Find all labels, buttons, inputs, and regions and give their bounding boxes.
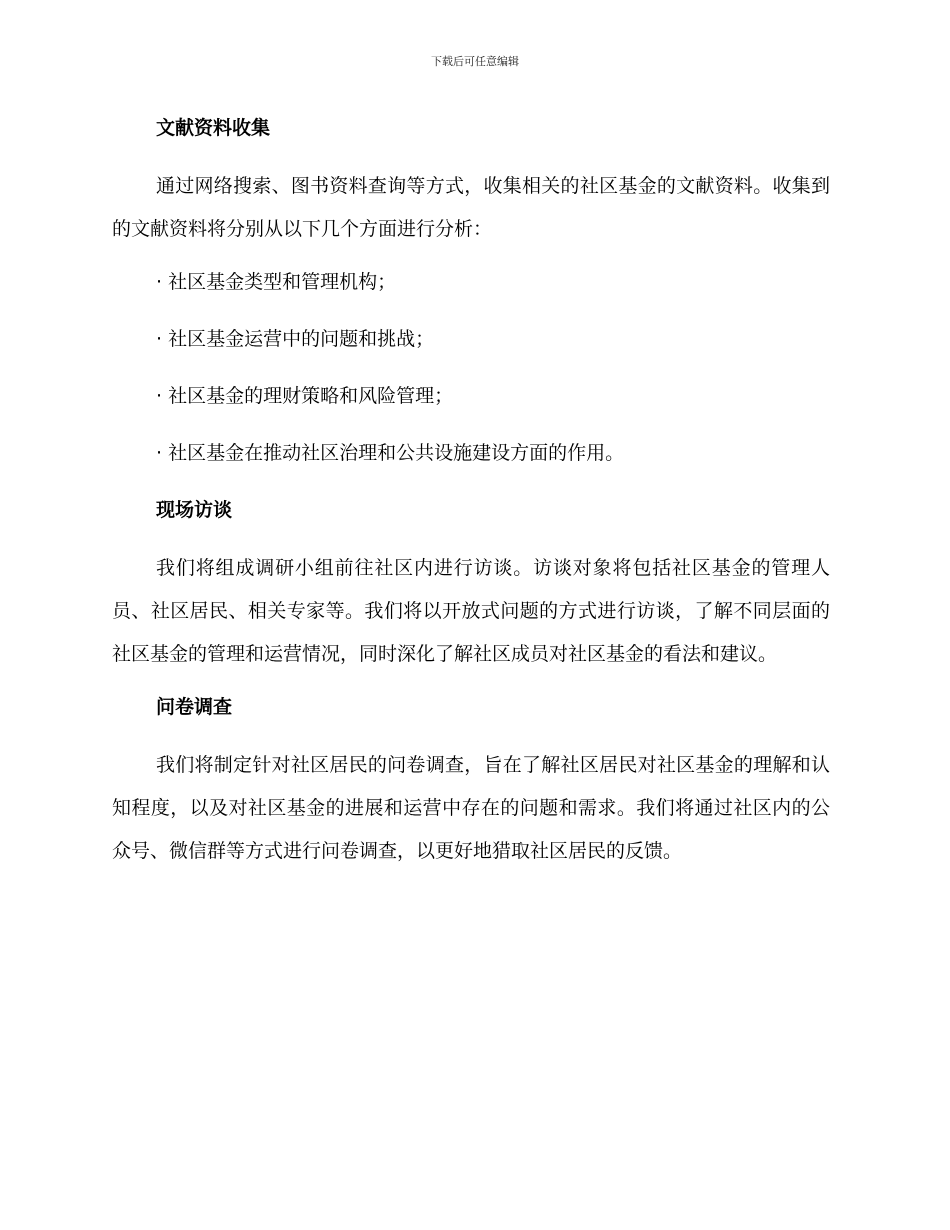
section-literature-collection xyxy=(112,111,830,470)
section-paragraph: 我们将制定针对社区居民的问卷调查，旨在了解社区居民对社区基金的理解和认知程度，以及对社区基金的进展和运营中存在的问题和需求。我们将通过社区内的公众号、微信群等方式进行问卷调查，以更好地猎取社区居民的反馈。 xyxy=(112,754,830,862)
section-field-interview xyxy=(112,493,830,676)
section-heading: 问卷调查 xyxy=(156,696,233,718)
list-item: · 社区基金在推动社区治理和公共设施建设方面的作用。 xyxy=(156,442,625,464)
section-heading: 文献资料收集 xyxy=(156,117,271,139)
section-paragraph: 我们将组成调研小组前往社区内进行访谈。访谈对象将包括社区基金的管理人员、社区居民、相关专家等。我们将以开放式问题的方式进行访谈，了解不同层面的社区基金的管理和运营情况，同时深化了解社区成员对社区基金的看法和建议。 xyxy=(112,557,830,665)
page-header: 下载后可任意编辑 xyxy=(431,55,519,68)
list-item: · 社区基金类型和管理机构； xyxy=(156,271,397,293)
section-paragraph: 通过网络搜索、图书资料查询等方式，收集相关的社区基金的文献资料。收集到的文献资料将分别从以下几个方面进行分析： xyxy=(112,175,830,240)
analysis-aspects-list xyxy=(112,265,830,470)
list-item: · 社区基金运营中的问题和挑战； xyxy=(156,328,435,350)
section-questionnaire xyxy=(112,690,830,873)
section-heading: 现场访谈 xyxy=(156,499,233,521)
document-body xyxy=(112,111,830,887)
list-item: · 社区基金的理财策略和风险管理； xyxy=(156,385,454,407)
